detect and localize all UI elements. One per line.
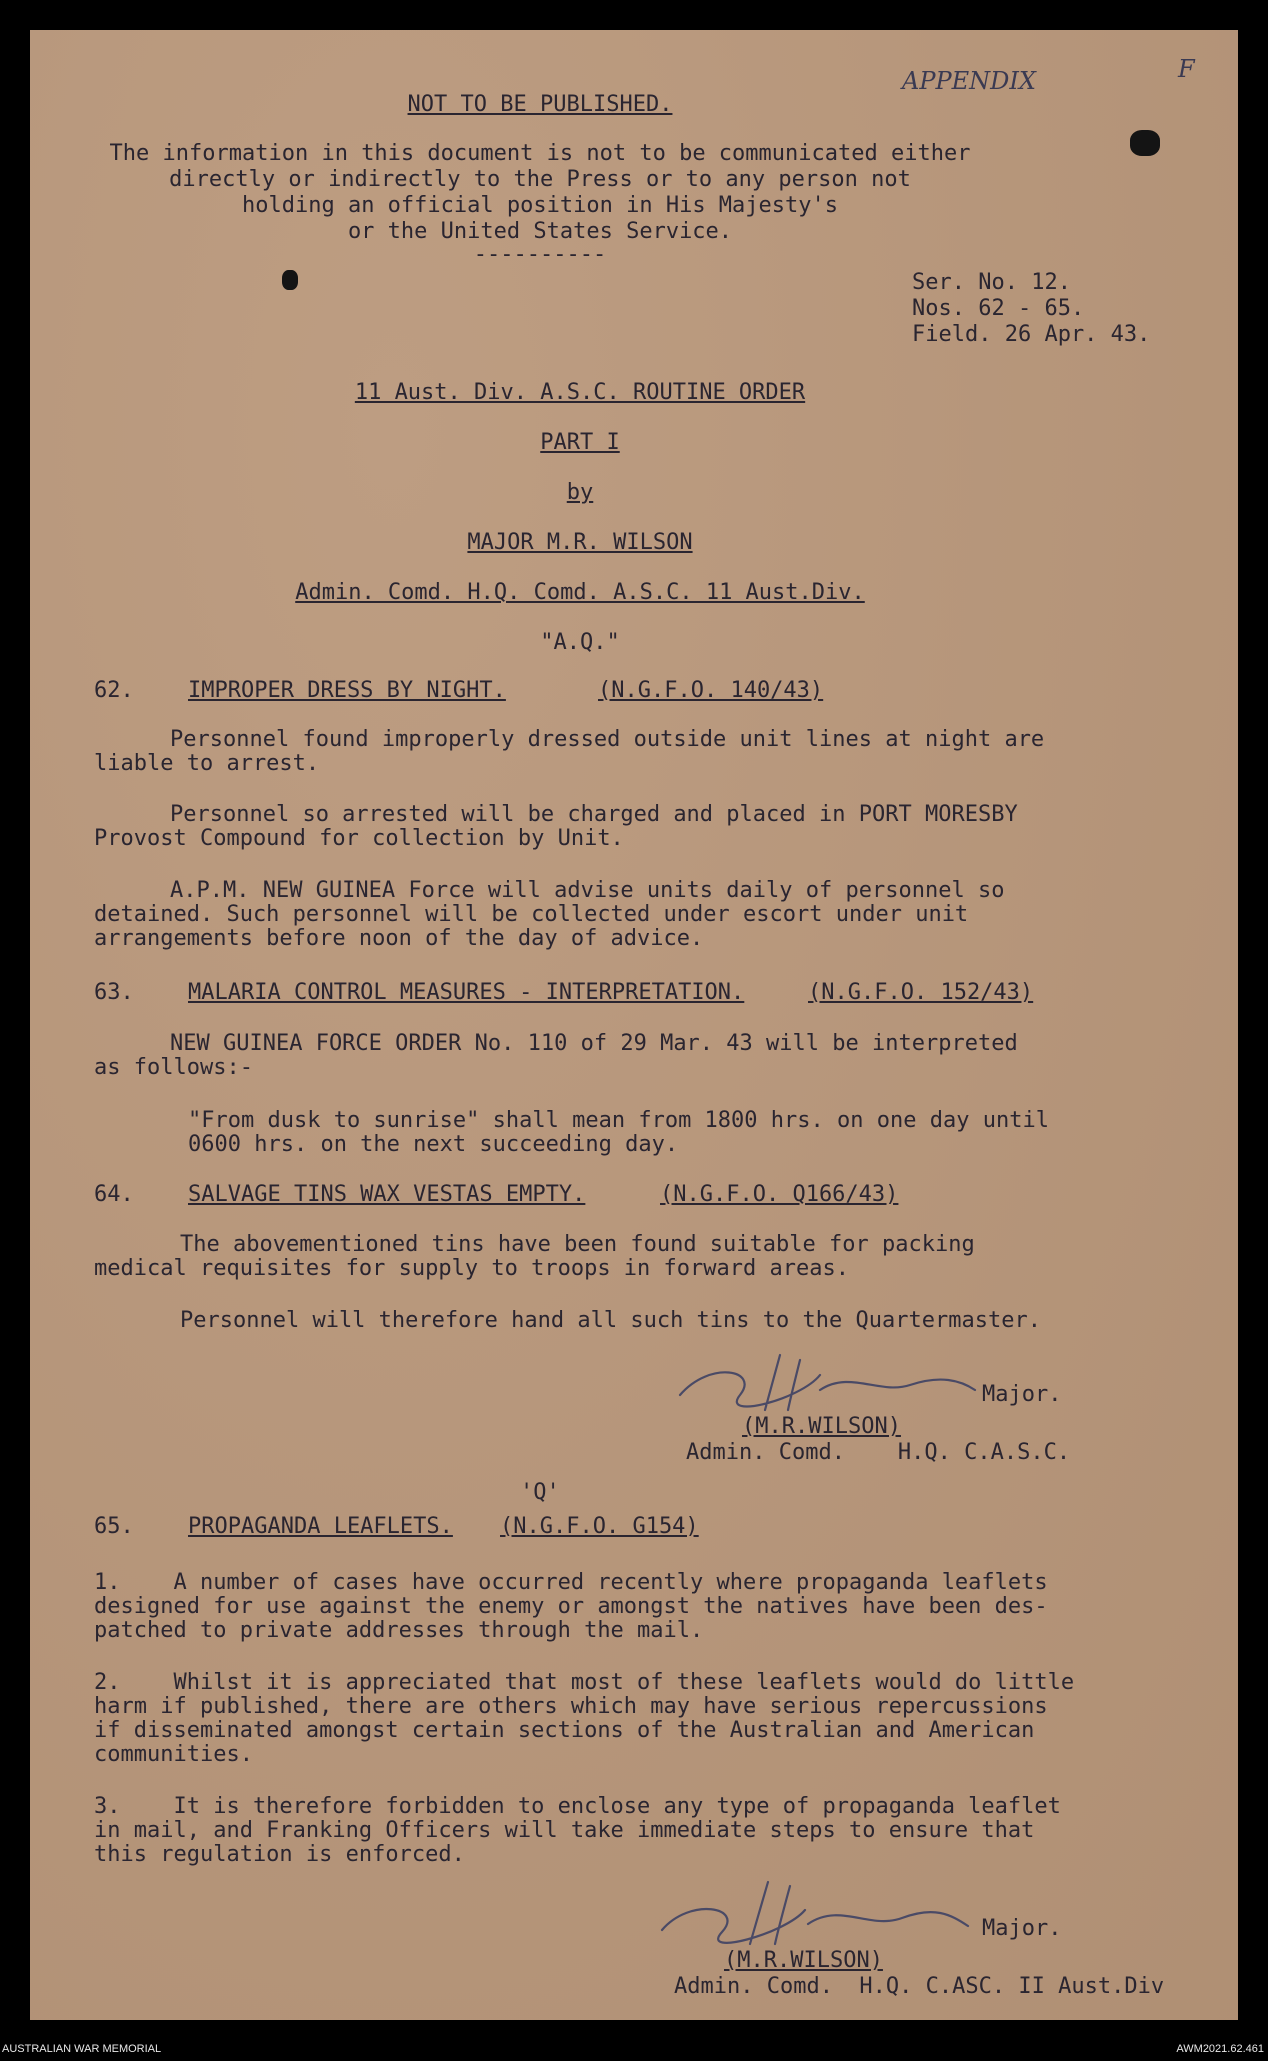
warning-line: or the United States Service. — [347, 219, 733, 244]
paragraph-line: Personnel so arrested will be charged and placed in PORT MORESBY — [170, 802, 1018, 827]
signature-rank: Major. — [982, 1916, 1062, 1941]
warning-line: directly or indirectly to the Press or to any person not — [169, 167, 911, 192]
paragraph-line: as follows:- — [94, 1055, 253, 1080]
paragraph-line: designed for use against the enemy or amongst the natives have been des- — [94, 1594, 1048, 1619]
order-appointment: Admin. Comd. H.Q. Comd. A.S.C. 11 Aust.Div. — [295, 580, 865, 605]
order-numbers: Nos. 62 - 65. — [912, 296, 1085, 321]
paragraph-line: Provost Compound for collection by Unit. — [94, 826, 624, 851]
paragraph-line: harm if published, there are others which may have serious repercussions — [94, 1694, 1048, 1719]
item-reference: (N.G.F.O. G154) — [500, 1514, 699, 1539]
paragraph-line: if disseminated amongst certain sections of the Australian and American — [94, 1718, 1035, 1743]
warning-line: holding an official position in His Majesty's — [241, 193, 839, 218]
signature-name: (M.R.WILSON) — [742, 1414, 901, 1439]
paragraph-line: medical requisites for supply to troops in forward areas. — [94, 1256, 849, 1281]
item-number: 64. — [94, 1182, 134, 1207]
handwritten-ref: F — [1178, 55, 1195, 83]
paragraph-line: arrangements before noon of the day of advice. — [94, 926, 704, 951]
item-reference: (N.G.F.O. 140/43) — [598, 678, 824, 703]
paragraph-line: liable to arrest. — [94, 751, 320, 776]
paragraph-line: communities. — [94, 1742, 253, 1767]
item-heading: PROPAGANDA LEAFLETS. — [188, 1514, 453, 1539]
warning-line: The information in this document is not to be communicated either — [109, 141, 971, 166]
item-reference: (N.G.F.O. Q166/43) — [660, 1182, 899, 1207]
paragraph-line: in mail, and Franking Officers will take immediate steps to ensure that — [94, 1818, 1035, 1843]
footer-archive: AUSTRALIAN WAR MEMORIAL — [2, 2043, 162, 2055]
handwritten-appendix: APPENDIX — [902, 67, 1036, 95]
signature-scrawl — [670, 1340, 990, 1420]
paragraph-line: "From dusk to sunrise" shall mean from 1800 hrs. on one day until — [188, 1108, 1049, 1133]
punch-hole — [282, 270, 298, 290]
paragraph-line: Personnel found improperly dressed outside unit lines at night are — [170, 727, 1045, 752]
serial-number: Ser. No. 12. — [912, 270, 1071, 295]
paragraph-line: this regulation is enforced. — [94, 1842, 465, 1867]
field-date: Field. 26 Apr. 43. — [912, 322, 1151, 347]
punch-hole — [1130, 130, 1160, 156]
footer-accession: AWM2021.62.461 — [1176, 2043, 1264, 2055]
paragraph-line: The abovementioned tins have been found suitable for packing — [180, 1232, 975, 1257]
item-heading: MALARIA CONTROL MEASURES - INTERPRETATION. — [188, 980, 745, 1005]
section-aq: "A.Q." — [540, 630, 620, 655]
paragraph-line: patched to private addresses through the mail. — [94, 1618, 704, 1643]
item-reference: (N.G.F.O. 152/43) — [808, 980, 1034, 1005]
paragraph-line: Personnel will therefore hand all such tins to the Quartermaster. — [180, 1308, 1041, 1333]
paragraph-line: detained. Such personnel will be collected under escort under unit — [94, 902, 969, 927]
section-q: 'Q' — [520, 1480, 560, 1505]
paragraph-line: 3. It is therefore forbidden to enclose any type of propaganda leaflet — [94, 1794, 1061, 1819]
item-heading: SALVAGE TINS WAX VESTAS EMPTY. — [188, 1182, 586, 1207]
signature-name: (M.R.WILSON) — [724, 1948, 883, 1973]
order-title: 11 Aust. Div. A.S.C. ROUTINE ORDER — [354, 380, 806, 405]
paragraph-line: 2. Whilst it is appreciated that most of these leaflets would do little — [94, 1670, 1075, 1695]
item-number: 65. — [94, 1514, 134, 1539]
signature-rank: Major. — [982, 1382, 1062, 1407]
item-heading: IMPROPER DRESS BY NIGHT. — [188, 678, 506, 703]
paragraph-line: 1. A number of cases have occurred recently where propaganda leaflets — [94, 1570, 1048, 1595]
order-officer: MAJOR M.R. WILSON — [467, 530, 693, 555]
paragraph-line: NEW GUINEA FORCE ORDER No. 110 of 29 Mar. 43 will be interpreted — [170, 1031, 1018, 1056]
divider-rule: ---------- — [473, 242, 607, 267]
signature-appointment: Admin. Comd. H.Q. C.A.S.C. — [686, 1440, 1071, 1465]
order-part: PART I — [540, 430, 620, 455]
order-by: by — [566, 480, 594, 505]
document-page — [30, 30, 1238, 2020]
item-number: 62. — [94, 678, 134, 703]
paragraph-line: A.P.M. NEW GUINEA Force will advise units daily of personnel so — [170, 878, 1005, 903]
signature-scrawl — [650, 1872, 980, 1952]
security-title: NOT TO BE PUBLISHED. — [407, 92, 673, 117]
signature-appointment: Admin. Comd. H.Q. C.ASC. II Aust.Div — [674, 1974, 1165, 1999]
paragraph-line: 0600 hrs. on the next succeeding day. — [188, 1132, 679, 1157]
item-number: 63. — [94, 980, 134, 1005]
